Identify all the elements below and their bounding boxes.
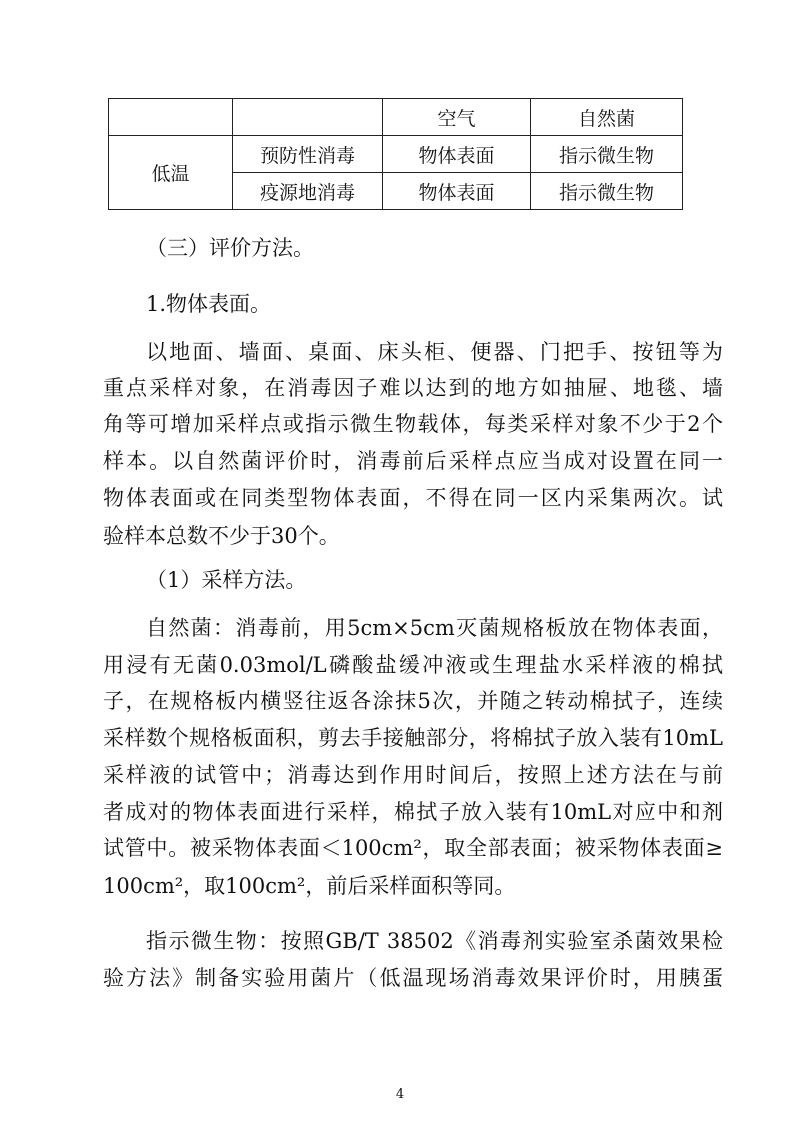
table-header-row	[109, 99, 683, 136]
body-line: 采样液的试管中；消毒达到作用时间后，按照上述方法在与前	[103, 763, 723, 787]
body-line: 重点采样对象，在消毒因子难以达到的地方如抽屉、地毯、墙	[103, 376, 723, 400]
table-row	[109, 136, 683, 173]
table-cell: 指示微生物	[531, 173, 683, 210]
table-cell: 自然菌	[531, 99, 683, 136]
body-line: 样本。以自然菌评价时，消毒前后采样点应当成对设置在同一	[103, 449, 723, 473]
body-line: 子，在规格板内横竖往返各涂抹5次，并随之转动棉拭子，连续	[103, 689, 723, 713]
table-cell	[233, 99, 383, 136]
body-line: 试管中。被采物体表面＜100cm²，取全部表面；被采物体表面≥	[103, 836, 723, 860]
body-line: 指示微生物：按照GB/T 38502《消毒剂实验室杀菌效果检	[146, 929, 723, 953]
body-line: 验方法》制备实验用菌片（低温现场消毒效果评价时，用胰蛋	[103, 966, 723, 990]
section-heading: （三）评价方法。	[146, 236, 314, 260]
body-line: 者成对的物体表面进行采样，棉拭子放入装有10mL对应中和剂	[103, 800, 723, 824]
body-line: 物体表面或在同类型物体表面，不得在同一区内采集两次。试	[103, 486, 723, 510]
table-cell: 物体表面	[383, 173, 531, 210]
table-cell: 疫源地消毒	[233, 173, 383, 210]
table-cell	[109, 99, 233, 136]
body-line: 角等可增加采样点或指示微生物载体，每类采样对象不少于2个	[103, 412, 723, 436]
disinfection-table	[108, 98, 683, 210]
table-cell: 预防性消毒	[233, 136, 383, 173]
body-line: 自然菌：消毒前，用5cm×5cm灭菌规格板放在物体表面，	[146, 616, 723, 640]
table-cell: 指示微生物	[531, 136, 683, 173]
body-line: 验样本总数不少于30个。	[103, 524, 340, 548]
body-line: 100cm²，取100cm²，前后采样面积等同。	[103, 874, 516, 898]
table-group-label: 低温	[109, 136, 233, 210]
body-line: 采样数个规格板面积，剪去手接触部分，将棉拭子放入装有10mL	[103, 726, 723, 750]
body-line: 以地面、墙面、桌面、床头柜、便器、门把手、按钮等为	[146, 340, 723, 364]
subsection-heading: 1.物体表面。	[146, 292, 272, 316]
body-line: 用浸有无菌0.03mol/L磷酸盐缓冲液或生理盐水采样液的棉拭	[103, 653, 723, 677]
table-cell: 空气	[383, 99, 531, 136]
page-number: 4	[395, 1087, 405, 1102]
subsection-heading: （1）采样方法。	[146, 568, 307, 592]
table-cell: 物体表面	[383, 136, 531, 173]
